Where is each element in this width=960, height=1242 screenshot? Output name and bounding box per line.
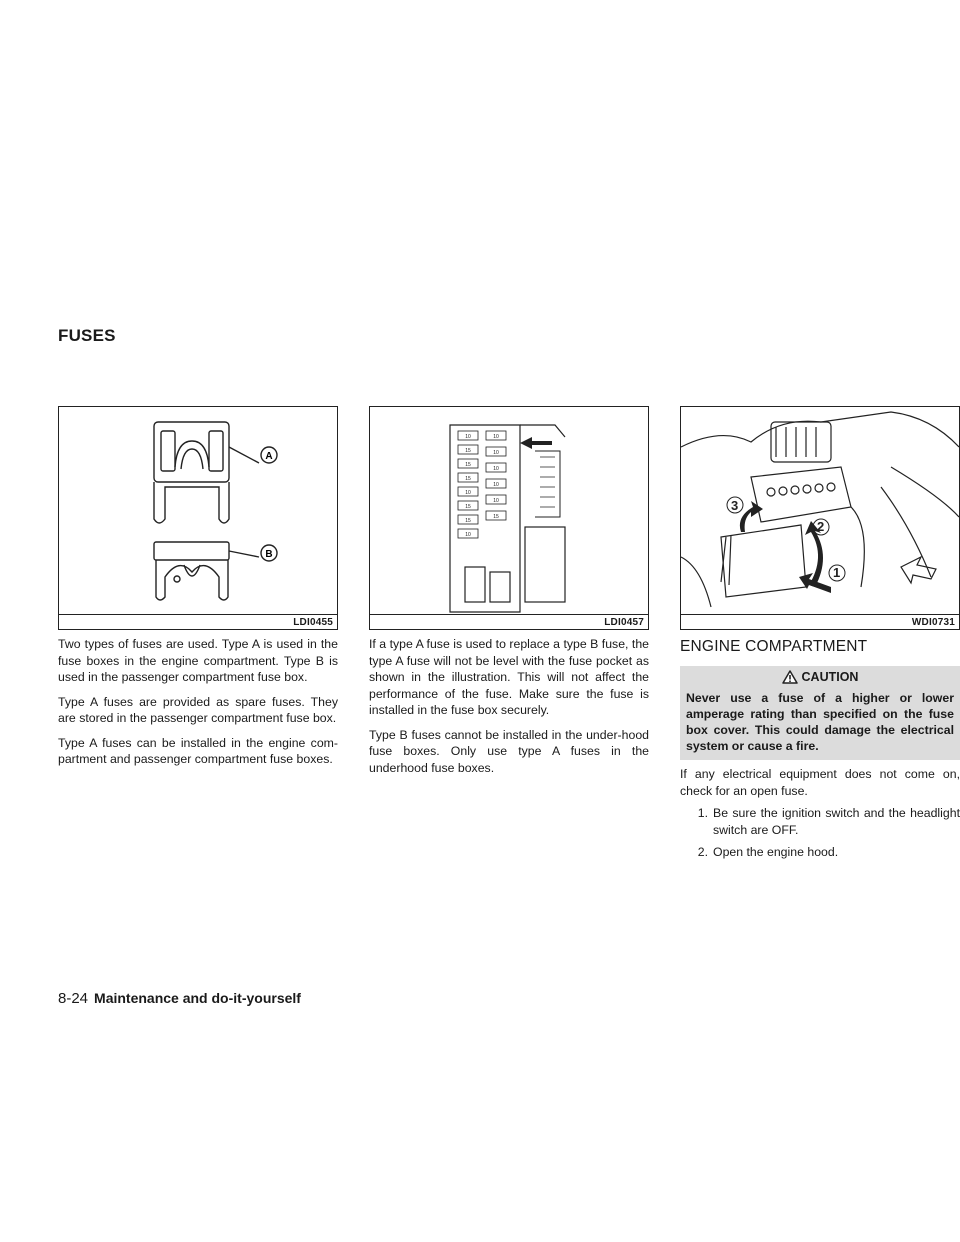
warning-triangle-icon (782, 670, 798, 684)
page-number: 8-24 (58, 990, 89, 1007)
paragraph: If any electrical equipment does not come on, check for an open fuse. (680, 767, 960, 798)
fuse-rating: 15 (465, 476, 471, 482)
caution-label: CAUTION (801, 670, 859, 684)
figure-engine-compartment (680, 406, 960, 630)
label-b: B (265, 549, 273, 560)
caution-text: Never use a fuse of a higher or lower amperage rating than specified on the fuse box cover. This could damage the electrical system or cause a fire. (686, 691, 954, 753)
step-text: Be sure the ignition switch and the headlight switch are OFF. (713, 806, 960, 837)
figure-fuse-box (369, 406, 649, 630)
paragraph: If a type A fuse is used to replace a type B fuse, the type A fuse will not be level with the fuse pocket as shown in the illustration. This will not affect the performance of the fuse. Make sure the fuse is installed in the fuse box securely. (369, 637, 649, 717)
step-number: 1. (697, 806, 708, 820)
fuse-rating: 15 (465, 518, 471, 524)
page-footer (58, 990, 301, 1007)
figure-code: LDI0455 (293, 617, 333, 628)
paragraph: Type A fuses are provided as spare fuses. They are stored in the passenger compartment fuse box. (58, 694, 338, 725)
list-item (680, 844, 960, 861)
caution-box (680, 666, 960, 760)
fuse-rating: 10 (465, 490, 471, 496)
caution-header (686, 670, 954, 690)
fuse-rating: 10 (493, 482, 499, 488)
fuse-rating: 10 (493, 434, 499, 440)
figure-caption-bar (59, 614, 337, 629)
fuse-box-illustration (370, 407, 648, 629)
step-number: 2. (697, 845, 708, 859)
paragraph: Type A fuses can be installed in the engine com-partment and passenger compartment fuse boxes. (58, 735, 338, 766)
step-text: Open the engine hood. (713, 845, 839, 859)
fuse-rating: 10 (493, 498, 499, 504)
fuse-rating: 15 (465, 504, 471, 510)
fuse-types-illustration (59, 407, 337, 629)
section-title: FUSES (58, 326, 116, 345)
callout-1: 1 (833, 565, 841, 580)
steps-list (680, 805, 960, 861)
chapter-title: Maintenance and do-it-yourself (94, 990, 301, 1006)
fuse-rating: 10 (465, 532, 471, 538)
fuse-rating: 10 (493, 450, 499, 456)
paragraph: Type B fuses cannot be installed in the under-hood fuse boxes. Only use type A fuses in the underhood fuse boxes. (369, 727, 649, 775)
column-3 (680, 406, 960, 861)
figure-code: LDI0457 (604, 617, 644, 628)
fuse-rating: 10 (465, 434, 471, 440)
figure-code: WDI0731 (911, 617, 955, 628)
list-item (680, 805, 960, 838)
callout-3: 3 (731, 498, 739, 513)
figure-fuse-types (58, 406, 338, 630)
callout-2: 2 (817, 519, 825, 534)
fuse-rating: 10 (493, 466, 499, 472)
fuse-rating: 15 (465, 448, 471, 454)
fuse-rating: 15 (465, 462, 471, 468)
engine-compartment-illustration (681, 407, 959, 629)
paragraph: Two types of fuses are used. Type A is used in the fuse boxes in the engine compartment. Type B is used in the passenger compartment fuse box. (58, 637, 338, 684)
fuse-rating: 15 (493, 514, 499, 520)
figure-caption-bar (681, 614, 959, 629)
label-a: A (265, 451, 273, 462)
arrow-icon (520, 437, 552, 449)
column-1 (58, 406, 338, 768)
section-heading: ENGINE COMPARTMENT (680, 638, 868, 655)
figure-caption-bar (370, 614, 648, 629)
column-2 (369, 406, 649, 776)
